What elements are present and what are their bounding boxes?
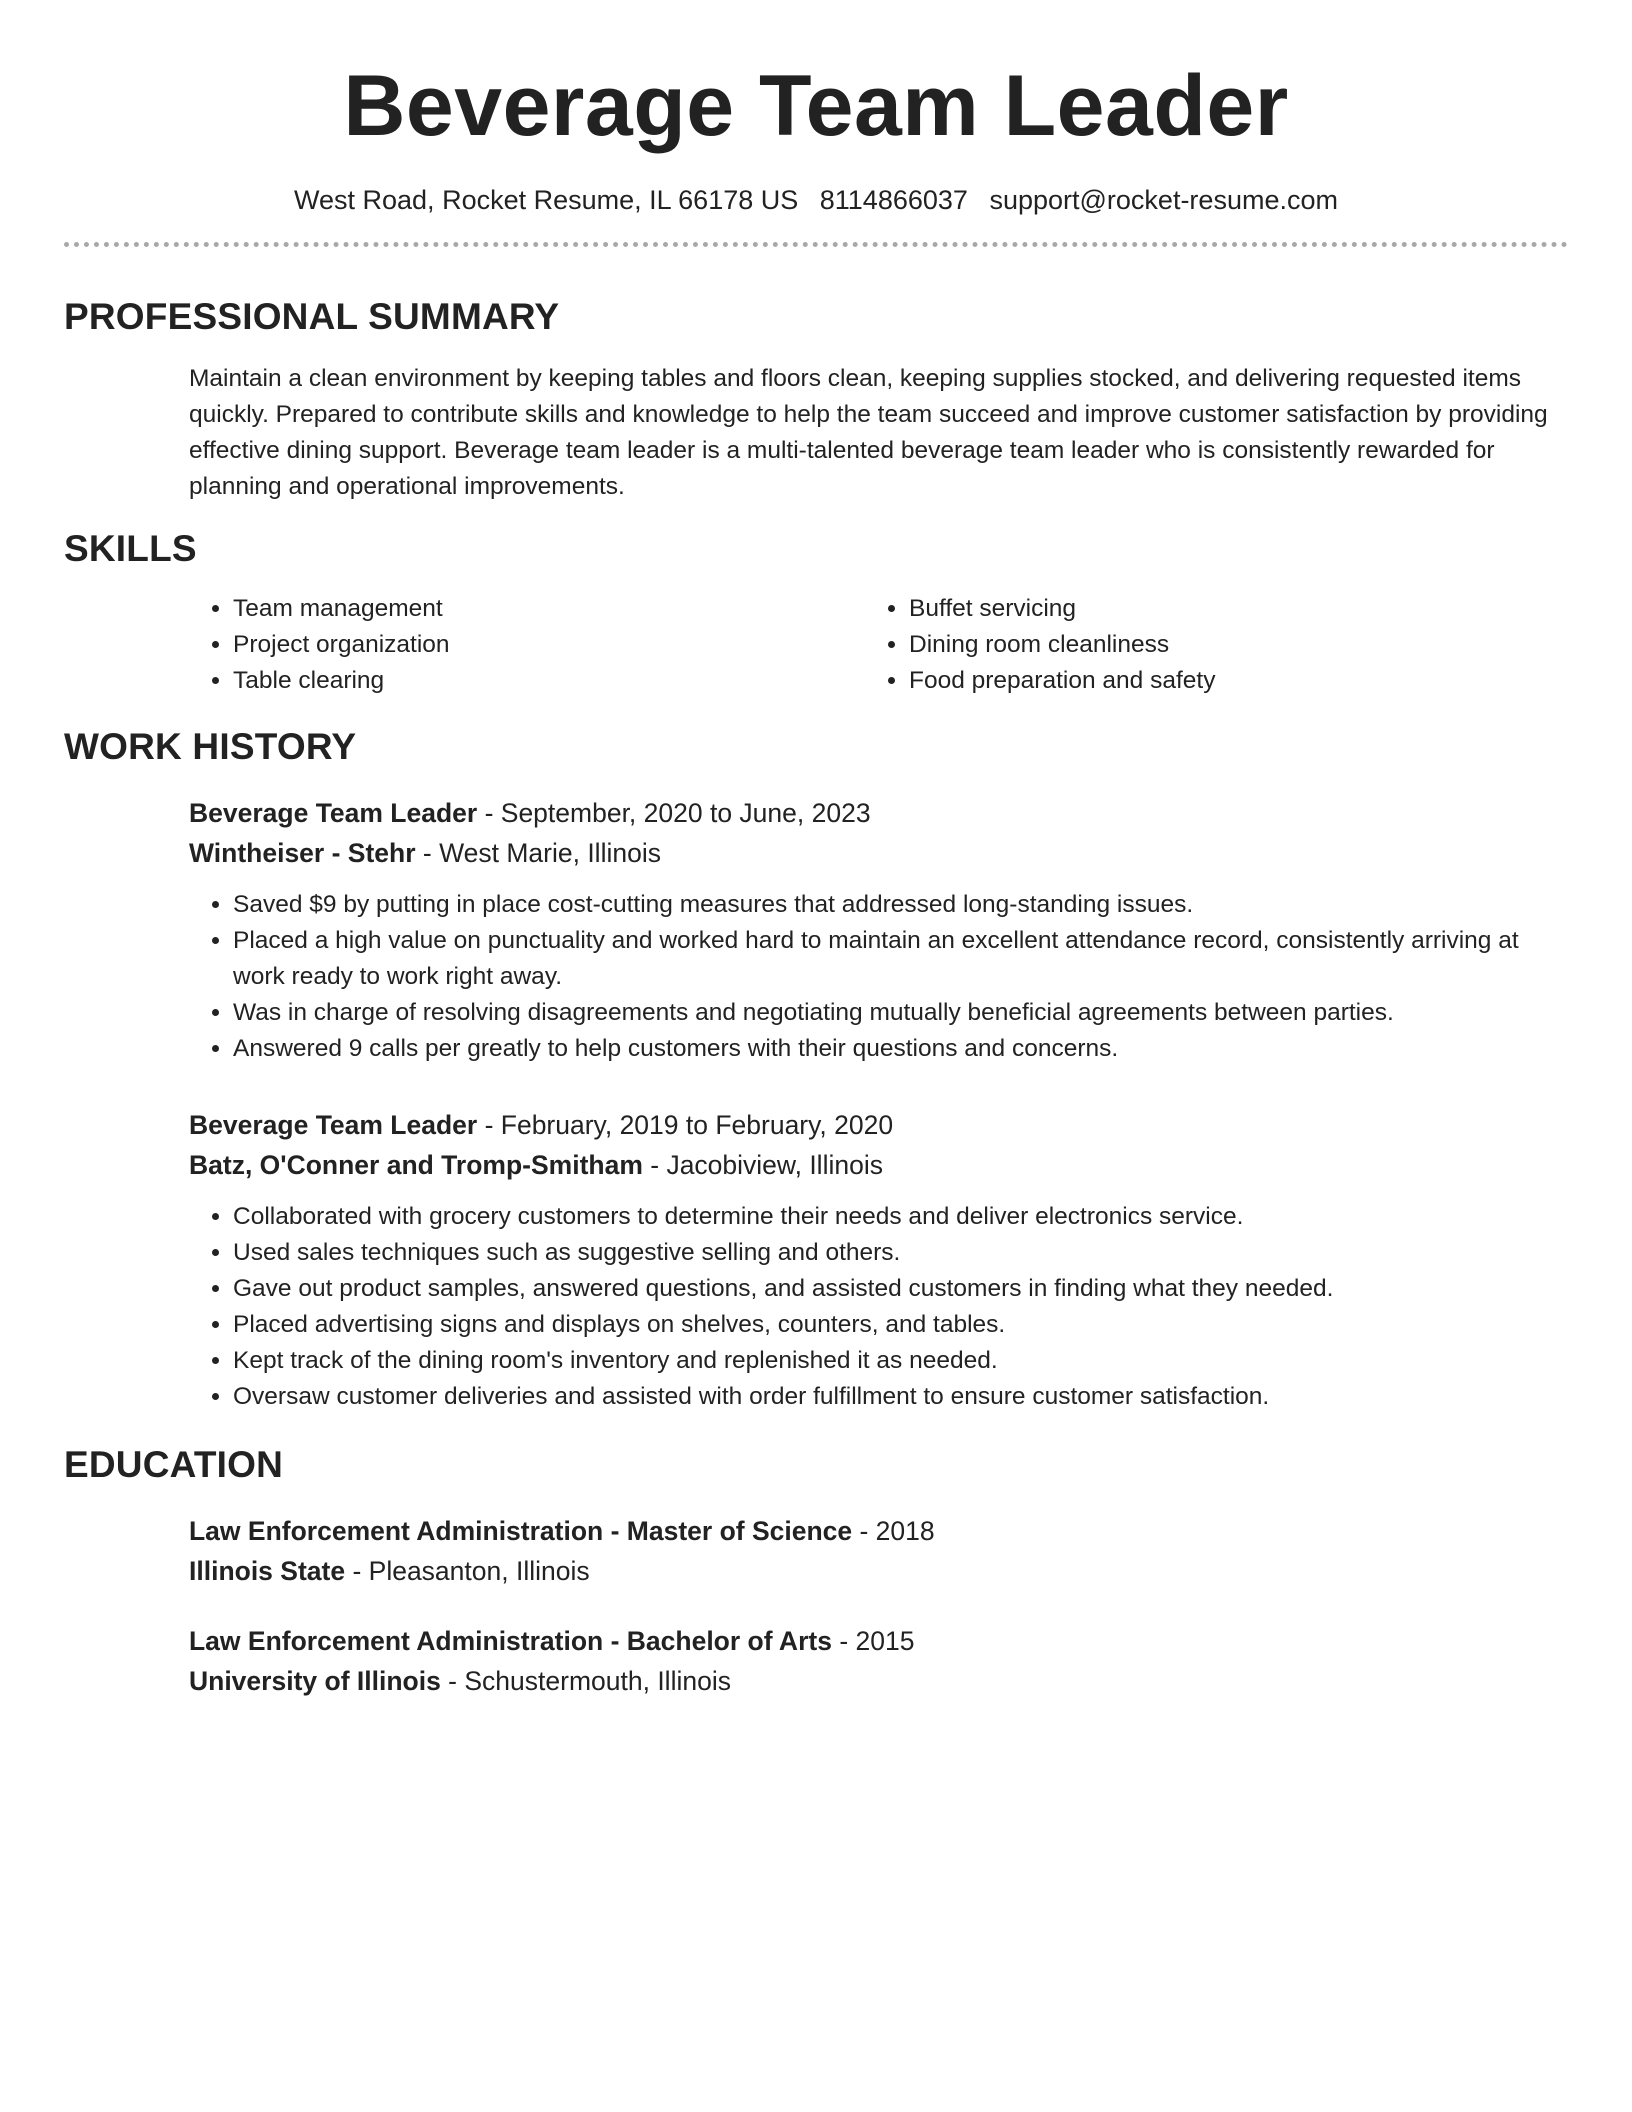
header-divider bbox=[64, 242, 1568, 247]
education-entry bbox=[189, 1511, 1568, 1591]
education-degree-line bbox=[189, 1511, 1568, 1551]
job-entry bbox=[189, 793, 1568, 1067]
job-location: - West Marie, Illinois bbox=[415, 838, 661, 868]
education-school: Illinois State bbox=[189, 1556, 346, 1586]
education-year: - 2018 bbox=[852, 1516, 935, 1546]
resume-name: Beverage Team Leader bbox=[343, 58, 1289, 154]
contact-phone: 8114866037 bbox=[819, 185, 968, 215]
job-company: Wintheiser - Stehr bbox=[189, 838, 416, 868]
education-school-line bbox=[189, 1661, 1568, 1701]
skills-column-right bbox=[865, 591, 1541, 699]
summary-text: Maintain a clean environment by keeping tables and floors clean, keeping supplies stocked, and delivering requested items quickly. Prepared to contribute skills and knowledge to help the team succeed and improve customer satisfaction by providing effective dining support. Beverage team leader is a multi-talented beverage team leader who is consistently rewarded for planning and operational improvements. bbox=[189, 365, 1548, 500]
education-year: - 2015 bbox=[831, 1626, 915, 1656]
education-degree: Law Enforcement Administration - Master of Science bbox=[189, 1516, 853, 1546]
section-title-education: EDUCATION bbox=[64, 1444, 283, 1485]
job-role: Beverage Team Leader bbox=[189, 1110, 478, 1140]
education-location: - Pleasanton, Illinois bbox=[345, 1556, 590, 1586]
education-degree: Law Enforcement Administration - Bachelor of Arts bbox=[189, 1626, 832, 1656]
skill-item: • Team management bbox=[233, 591, 865, 627]
section-title-work: WORK HISTORY bbox=[64, 726, 357, 767]
job-bullet: • Gave out product samples, answered questions, and assisted customers in finding what they needed. bbox=[233, 1271, 1568, 1307]
job-role: Beverage Team Leader bbox=[189, 798, 478, 828]
job-bullets bbox=[189, 887, 1568, 1067]
job-role-line bbox=[189, 1105, 1568, 1145]
education-school: University of Illinois bbox=[189, 1666, 441, 1696]
skill-item: • Table clearing bbox=[233, 663, 865, 699]
job-bullet: • Collaborated with grocery customers to determine their needs and deliver electronics service. bbox=[233, 1199, 1568, 1235]
job-bullet: • Was in charge of resolving disagreements and negotiating mutually beneficial agreements between parties. bbox=[233, 995, 1568, 1031]
job-bullet: • Oversaw customer deliveries and assisted with order fulfillment to ensure customer satisfaction. bbox=[233, 1379, 1568, 1415]
job-bullet: • Placed advertising signs and displays on shelves, counters, and tables. bbox=[233, 1307, 1568, 1343]
contact-line bbox=[64, 182, 1568, 218]
skill-item: • Food preparation and safety bbox=[909, 663, 1541, 699]
job-bullet: • Saved $9 by putting in place cost-cutting measures that addressed long-standing issues. bbox=[233, 887, 1568, 923]
job-bullet: • Kept track of the dining room's inventory and replenished it as needed. bbox=[233, 1343, 1568, 1379]
job-company: Batz, O'Conner and Tromp-Smitham bbox=[189, 1150, 643, 1180]
education-school-line bbox=[189, 1551, 1568, 1591]
section-title-skills: SKILLS bbox=[64, 528, 197, 569]
job-bullet: • Answered 9 calls per greatly to help customers with their questions and concerns. bbox=[233, 1031, 1568, 1067]
section-title-summary: PROFESSIONAL SUMMARY bbox=[64, 296, 560, 337]
skill-item: • Dining room cleanliness bbox=[909, 627, 1541, 663]
job-dates: - September, 2020 to June, 2023 bbox=[477, 798, 871, 828]
contact-email: support@rocket-resume.com bbox=[989, 185, 1338, 215]
job-entry bbox=[189, 1105, 1568, 1415]
job-bullet: • Placed a high value on punctuality and worked hard to maintain an excellent attendance record, consistently arriving at work ready to work right away. bbox=[233, 923, 1568, 995]
education-entry bbox=[189, 1621, 1568, 1701]
job-bullets bbox=[189, 1199, 1568, 1415]
job-company-line bbox=[189, 833, 1568, 873]
skill-item: • Buffet servicing bbox=[909, 591, 1541, 627]
job-location: - Jacobiview, Illinois bbox=[642, 1150, 883, 1180]
skill-item: • Project organization bbox=[233, 627, 865, 663]
education-location: - Schustermouth, Illinois bbox=[440, 1666, 731, 1696]
job-bullet: • Used sales techniques such as suggestive selling and others. bbox=[233, 1235, 1568, 1271]
skills-list bbox=[189, 591, 1568, 699]
job-dates: - February, 2019 to February, 2020 bbox=[477, 1110, 894, 1140]
job-role-line bbox=[189, 793, 1568, 833]
education-degree-line bbox=[189, 1621, 1568, 1661]
job-company-line bbox=[189, 1145, 1568, 1185]
skills-column-left bbox=[189, 591, 865, 699]
contact-address: West Road, Rocket Resume, IL 66178 US bbox=[294, 185, 799, 215]
